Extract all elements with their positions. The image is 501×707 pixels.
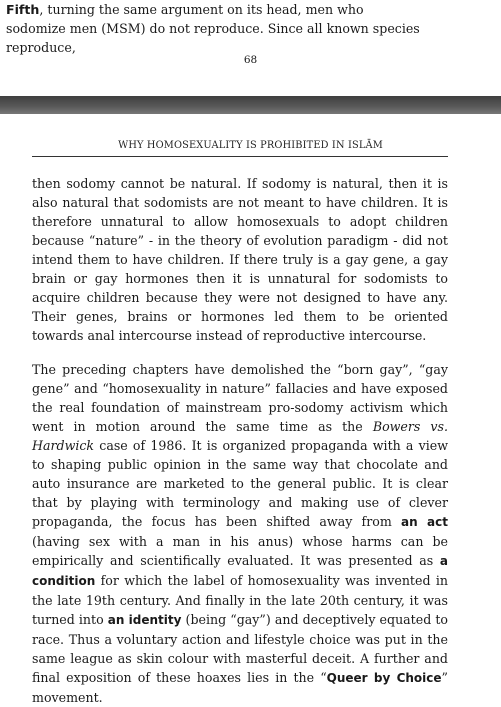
previous-page-text	[6, 0, 426, 57]
paragraph-2-text: The preceding chapters have demolished the “born gay”, “gay gene” and “homosexuality in nature” fallacies and have exposed the real foundation of mainstream pro-sodomy activism which went in motion around the same time as the	[32, 362, 448, 434]
keyword-an-identity: an identity	[107, 613, 182, 627]
running-head-rule	[32, 156, 448, 157]
paragraph-2-text: ” movement.	[32, 670, 448, 705]
keyword-a-condition: a condition	[32, 554, 448, 588]
current-page	[0, 114, 501, 705]
keyword-queer-by-choice: Queer by Choice	[326, 671, 442, 685]
page-separator	[0, 96, 501, 114]
paragraph-2	[32, 360, 448, 707]
case-name: Bowers vs. Hardwick	[32, 419, 449, 453]
paragraph-2-text: for which the label of homosexuality was invented in the late 19th century. And finally in the late 20th century, it was turned into	[32, 573, 448, 627]
paragraph-2-text: (having sex with a man in his anus) whose harms can be empirically and scientifically evaluated. It was presented as	[32, 534, 448, 568]
previous-page-sentence: , turning the same argument on its head, men who sodomize men (MSM) do not reproduce. Since all known species reproduce,	[6, 2, 420, 55]
page-number: 68	[243, 54, 258, 66]
paragraph-2-text: (being “gay”) and deceptively equated to race. Thus a voluntary action and lifestyle choice was put in the same league as skin colour with masterful deceit. A further and final exposition of these hoaxes lies in the “	[32, 612, 448, 685]
previous-page-bottom	[0, 0, 501, 96]
lead-word: Fifth	[6, 2, 40, 17]
paragraph-1: then sodomy cannot be natural. If sodomy is natural, then it is also natural that sodomists are not meant to have children. It is therefore unnatural to allow homosexuals to adopt children because “nature” - in the theory of evolution paradigm - did not intend them to have children. If there truly is a gay gene, a gay brain or gay hormones then it is unnatural for sodomists to acquire children because they were not designed to have any. Their genes, brains or hormones led them to be oriented towards anal intercourse instead of reproductive intercourse.	[32, 176, 448, 343]
keyword-an-act: an act	[401, 515, 448, 529]
paragraph-2-text: case of 1986. It is organized propaganda with a view to shaping public opinion in the same way that chocolate and auto insurance are marketed to the general public. It is clear that by playing with terminology and making use of clever propaganda, the focus has been shifted away from	[32, 438, 448, 529]
running-head: WHY HOMOSEXUALITY IS PROHIBITED IN ISLĀM	[118, 140, 383, 151]
